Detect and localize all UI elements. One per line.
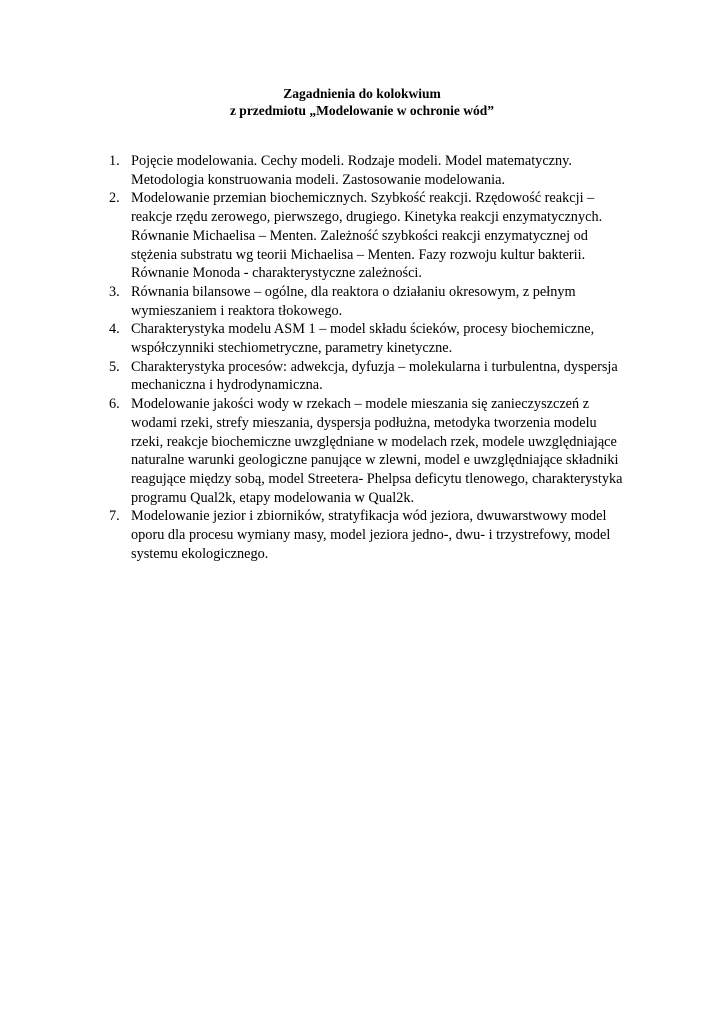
topic-text-line: rzeki, reakcje biochemiczne uwzględniane w modelach rzek, modele uwzględniające <box>131 433 617 450</box>
topic-text-line: Modelowanie przemian biochemicznych. Szybkość reakcji. Rzędowość reakcji – <box>131 190 595 207</box>
topic-number: 5. <box>109 358 120 375</box>
topic-text <box>131 320 669 357</box>
document-title <box>0 85 724 119</box>
topic-text-line: programu Qual2k, etapy modelowania w Qual2k. <box>131 489 415 506</box>
topic-text-line: Równanie Monoda - charakterystyczne zależności. <box>131 265 422 282</box>
topic-text <box>131 395 669 507</box>
topic-text-line: wodami rzeki, strefy mieszania, dyspersja podłużna, metodyka tworzenia modelu <box>131 414 597 431</box>
topic-text-line: Równania bilansowe – ogólne, dla reaktora o działaniu okresowym, z pełnym <box>131 283 576 300</box>
topic-number: 4. <box>109 321 120 338</box>
topic-list <box>109 152 669 563</box>
topic-text-line: systemu ekologicznego. <box>131 545 269 562</box>
topic-text-line: stężenia substratu wg teorii Michaelisa – Menten. Fazy rozwoju kultur bakterii. <box>131 246 586 263</box>
topic-text-line: oporu dla procesu wymiany masy, model jeziora jedno-, dwu- i trzystrefowy, model <box>131 527 611 544</box>
topic-text-line: Modelowanie jezior i zbiorników, stratyfikacja wód jeziora, dwuwarstwowy model <box>131 508 607 525</box>
topic-number: 2. <box>109 190 120 207</box>
topic-number: 7. <box>109 508 120 525</box>
topic-text <box>131 283 669 320</box>
topic-text-line: współczynniki stechiometryczne, parametry kinetyczne. <box>131 340 453 357</box>
topic-text-line: Pojęcie modelowania. Cechy modeli. Rodzaje modeli. Model matematyczny. <box>131 153 572 169</box>
title-line-1: Zagadnienia do kolokwium <box>283 86 441 101</box>
topic-item <box>109 152 669 189</box>
topic-text-line: reagujące między sobą, model Streetera- Phelpsa deficytu tlenowego, charakterystyka <box>131 470 623 487</box>
topic-text-line: naturalne warunki geologiczne panujące w zlewni, model e uwzględniające składniki <box>131 452 619 469</box>
topic-text <box>131 152 669 189</box>
topic-text <box>131 358 669 395</box>
topic-text-line: Równanie Michaelisa – Menten. Zależność szybkości reakcji enzymatycznej od <box>131 227 588 244</box>
topic-item <box>109 358 669 395</box>
topic-number: 6. <box>109 396 120 413</box>
topic-item <box>109 189 669 283</box>
topic-number: 3. <box>109 283 120 300</box>
topic-text-line: Modelowanie jakości wody w rzekach – modele mieszania się zanieczyszczeń z <box>131 396 590 413</box>
topic-text-line: reakcje rzędu zerowego, pierwszego, drugiego. Kinetyka reakcji enzymatycznych. <box>131 209 603 226</box>
title-line-2: z przedmiotu „Modelowanie w ochronie wód” <box>229 103 495 118</box>
topic-item <box>109 283 669 320</box>
topic-item <box>109 507 669 563</box>
topic-item <box>109 395 669 507</box>
topic-item <box>109 320 669 357</box>
topic-number: 1. <box>109 153 120 169</box>
topic-text-line: mechaniczna i hydrodynamiczna. <box>131 377 323 394</box>
topic-text-line: Charakterystyka procesów: adwekcja, dyfuzja – molekularna i turbulentna, dyspersja <box>131 358 618 375</box>
topic-text <box>131 507 669 563</box>
topic-text <box>131 189 669 283</box>
topic-text-line: Metodologia konstruowania modeli. Zastosowanie modelowania. <box>131 171 506 188</box>
topic-text-line: Charakterystyka modelu ASM 1 – model składu ścieków, procesy biochemiczne, <box>131 321 595 338</box>
topic-text-line: wymieszaniem i reaktora tłokowego. <box>131 302 343 319</box>
